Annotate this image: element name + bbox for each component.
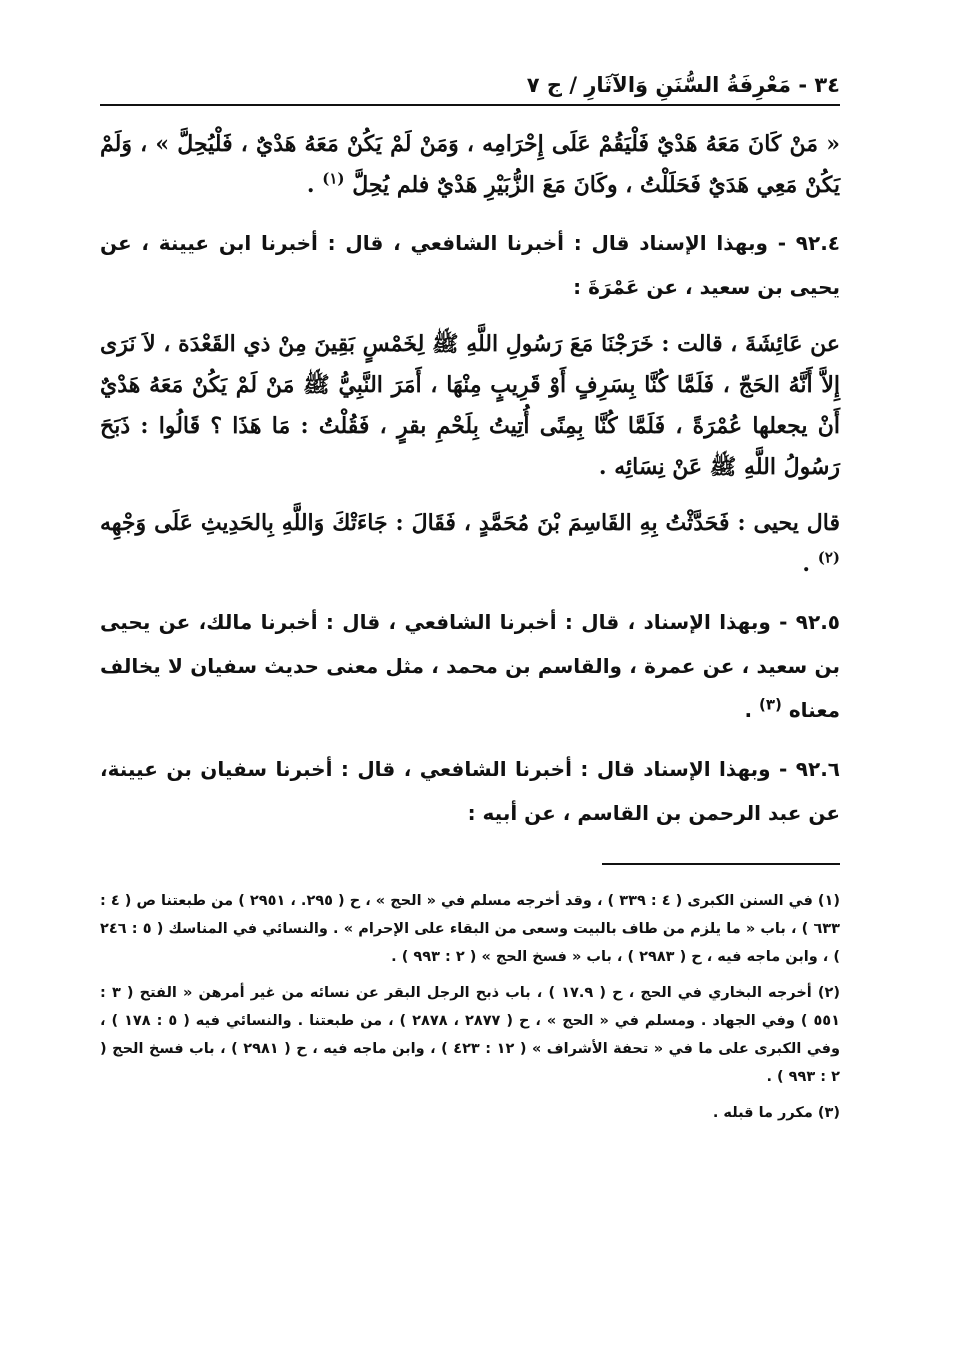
paragraph-isnad-9204	[100, 221, 840, 309]
footnote-mark: (٢)	[817, 548, 840, 567]
paragraph-text: ٩٢.٦ - وبهذا الإسناد قال : أخبرنا الشافعي ، قال : أخبرنا سفيان بن عيينة، عن عبد الرحمن بن القاسم ، عن أبيه :	[100, 757, 840, 825]
footnote-2: (٢) أخرجه البخاري في الحج ، ح ( ١٧.٩ ) ، باب ذبح الرجل البقر عن نسائه من غير أمرهن « الفتح ( ٣ : ٥٥١ ) وفي الجهاد . ومسلم في « الحج » ، ح ( ٢٨٧٧ ، ٢٨٧٨ ) ، من طبعتنا . والنسائي فيه ( ٥ : ١٧٨ ) ، وفي الكبرى على ما في « تحفة الأشراف » ( ١٢ : ٤٢٣ ) ، وابن ماجه فيه ، ح ( ٢٩٨١ ) ، باب فسخ الحج ( ٢ : ٩٩٣ ) .	[100, 985, 840, 1085]
paragraph-tail: .	[802, 551, 818, 577]
paragraph-text: عن عَائِشَةَ ، قالت : خَرَجْنَا مَعَ رَسُولِ اللَّهِ ﷺ لِخَمْسٍ بَقِينَ مِنْ ذي القَعْدَة ، لاَ نَرَى إِلاَّ أَنَّهُ الحَجّ ، فَلَمَّا كُنَّا بِسَرِفٍ أَوْ قَرِيبٍ مِنْهَا ، أَمَرَ النَّبِيُّ ﷺ مَنْ لَمْ يَكُنْ مَعَهُ هَدْيٌ أَنْ يجعلها عُمْرَةً ، فَلَمَّا كُنَّا بِمِنًى أُتِيتُ بِلَحْمِ بقرٍ ، فَقُلْتُ : مَا هَذَا ؟ قَالُوا : ذَبَحَ رَسُولُ اللَّهِ ﷺ عَنْ نِسَائِه .	[100, 331, 840, 480]
running-header: ٣٤ - مَعْرِفَةُ السُّنَنِ وَالآثَارِ / ج ٧	[526, 73, 840, 97]
paragraph-text: ٩٢.٥ - وبهذا الإسناد ، قال : أخبرنا الشافعي ، قال : أخبرنا مالك، عن يحيى بن سعيد ، عن عمرة ، والقاسم بن محمد ، مثل معنى حديث سفيان لا يخالف معناه	[100, 610, 840, 722]
footnote-mark: (٣)	[759, 695, 782, 714]
footnote-separator	[602, 863, 840, 865]
paragraph-text: « مَنْ كَانَ مَعَهُ هَدْيٌ فَلْيَقُمْ عَلَى إِحْرَامِه ، وَمَنْ لَمْ يَكُنْ مَعَهُ هَدْيٌ ، فَلْيُحِلَّ » ، وَلَمْ يَكُنْ مَعِي هَدَيٌ فَحَلَلْتُ ، وكَانَ مَعَ الزُّبَيْرِ هَدْيٌ فلم يُحِلَّ	[100, 131, 840, 198]
paragraph-isnad-9205	[100, 600, 840, 732]
paragraph-isnad-9206	[100, 747, 840, 835]
paragraph-text: ٩٢.٤ - وبهذا الإسناد قال : أخبرنا الشافعي ، قال : أخبرنا ابن عيينة ، عن يحيى بن سعيد ، عن عَمْرَةَ :	[100, 231, 840, 299]
footnote-mark: (١)	[322, 169, 345, 188]
header-rule	[100, 104, 840, 106]
footnote-1: (١) في السنن الكبرى ( ٤ : ٣٣٩ ) ، وقد أخرجه مسلم في « الحج » ، ح ( ٢٩٥. ، ٢٩٥١ ) من طبعتنا ص ( ٤ : ٦٣٣ ) ، باب « ما يلزم من طاف بالبيت وسعى من البقاء على الإحرام » . والنسائي في المناسك ( ٥ : ٢٤٦ ) ، وابن ماجه فيه ، ح ( ٢٩٨٣ ) ، باب « فسخ الحج » ( ٢ : ٩٩٣ ) .	[100, 893, 841, 965]
paragraph-tail: .	[306, 172, 323, 198]
paragraph-tail: .	[744, 698, 759, 722]
paragraph-text: قال يحيى : فَحَدَّثْتُ بِهِ القَاسِمَ بْنَ مُحَمَّدٍ ، فَقَالَ : جَاءَتْكَ وَاللَّهِ بِالحَدِيثِ عَلَى وَجْهِه	[100, 510, 840, 536]
paragraph-yahya-comment	[100, 503, 840, 585]
page	[100, 70, 840, 1135]
paragraph-hadith-aisha	[100, 324, 840, 488]
paragraph-hadith-continuation	[100, 124, 840, 206]
footnote-3: (٣) مكرر ما قبله .	[712, 1105, 840, 1121]
